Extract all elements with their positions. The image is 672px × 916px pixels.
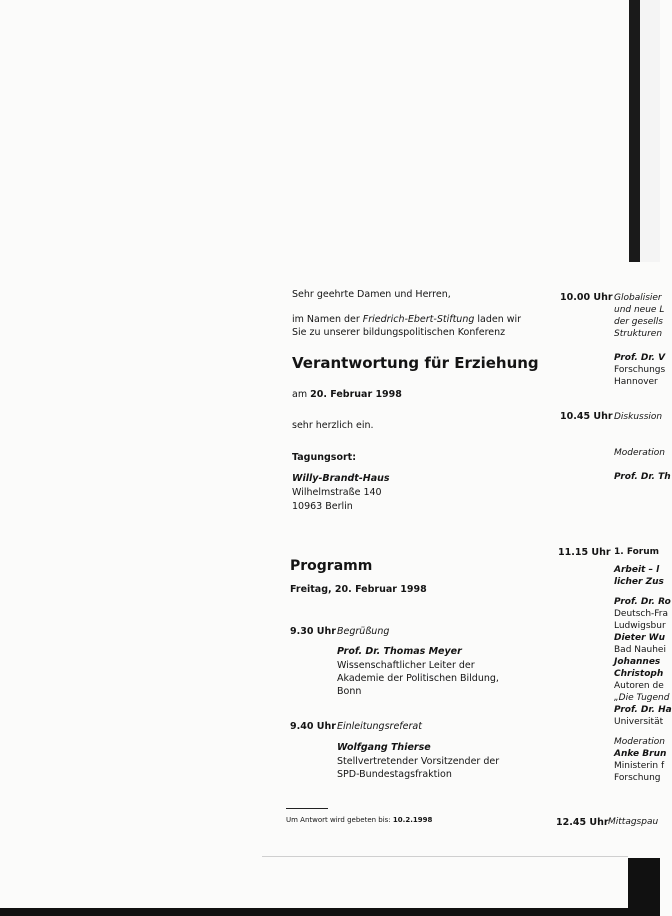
cut-line: Diskussion: [614, 412, 663, 422]
cut-line: Moderation: [614, 737, 665, 747]
date-line: [292, 388, 402, 401]
item-title-greeting: Begrüßung: [337, 626, 390, 637]
cut-block-1000: [614, 292, 666, 388]
venue-street: Wilhelmstraße 140: [292, 487, 382, 498]
speaker-thierse-details: [337, 755, 499, 781]
cut-line: Forschungs: [614, 365, 666, 375]
cut-line: 1. Forum: [614, 547, 660, 557]
date-prefix: am: [292, 389, 311, 400]
time-1000: 10.00 Uhr: [560, 292, 613, 303]
cut-line: [614, 459, 660, 471]
cut-line: Arbeit – l: [614, 565, 660, 575]
detail-line: Akademie der Politischen Bildung,: [337, 673, 499, 684]
scan-edge-right-bottom: [628, 858, 660, 916]
cut-line: der gesells: [614, 317, 663, 327]
scan-edge-bottom: [0, 908, 660, 916]
cut-line: Strukturen: [614, 329, 663, 339]
cut-line: Moderation: [614, 448, 665, 458]
cut-line: Anke Brun: [614, 749, 667, 759]
cut-line: Mittagspau: [608, 817, 659, 827]
rsvp-note: [286, 815, 432, 825]
intro-line-2: Sie zu unserer bildungspolitischen Konferenz: [292, 327, 506, 338]
speaker-meyer-details: [337, 659, 499, 698]
venue-name: Willy-Brandt-Haus: [292, 473, 390, 484]
cut-line: Prof. Dr. Th: [614, 472, 671, 482]
footnote-rule: [286, 808, 328, 809]
time-1245: 12.45 Uhr: [556, 817, 609, 828]
cut-line: Dieter Wu: [614, 633, 665, 643]
cut-line: Christoph: [614, 669, 664, 679]
intro-text-a: im Namen der: [292, 314, 363, 325]
item-title-keynote: Einleitungsreferat: [337, 721, 422, 732]
conference-title: Verantwortung für Erziehung: [292, 354, 539, 372]
cut-block-1045: [614, 411, 671, 483]
cut-line: [614, 340, 660, 352]
cut-block-1115: [614, 546, 672, 784]
speaker-meyer: Prof. Dr. Thomas Meyer: [337, 646, 462, 657]
salutation: Sehr geehrte Damen und Herren,: [292, 289, 451, 300]
cut-line: licher Zus: [614, 577, 664, 587]
program-day: Freitag, 20. Februar 1998: [290, 584, 427, 595]
cut-line: „Die Tugend: [614, 693, 670, 703]
speaker-thierse: Wolfgang Thierse: [337, 742, 431, 753]
date-value: 20. Februar 1998: [310, 389, 402, 400]
cut-line: Bad Nauhei: [614, 645, 666, 655]
time-0930: 9.30 Uhr: [290, 626, 336, 637]
cut-line: Deutsch-Fra: [614, 609, 669, 619]
rsvp-date: 10.2.1998: [392, 816, 433, 824]
cut-line: Hannover: [614, 377, 658, 387]
scan-edge-top-white: [640, 0, 660, 262]
time-1115: 11.15 Uhr: [558, 547, 611, 558]
cut-line: [614, 423, 660, 435]
detail-line: Stellvertretender Vorsitzender der: [337, 756, 500, 767]
closing-line: sehr herzlich ein.: [292, 420, 374, 431]
time-0940: 9.40 Uhr: [290, 721, 336, 732]
cut-line: Prof. Dr. V: [614, 353, 666, 363]
cut-line: [614, 435, 660, 447]
rsvp-text: Um Antwort wird gebeten bis:: [286, 816, 393, 824]
program-heading: Programm: [290, 558, 373, 574]
cut-line: Prof. Dr. Ha: [614, 705, 672, 715]
venue-city: 10963 Berlin: [292, 501, 353, 512]
time-1045: 10.45 Uhr: [560, 411, 613, 422]
cut-line: [614, 728, 660, 736]
venue-label: Tagungsort:: [292, 452, 356, 463]
detail-line: Bonn: [337, 686, 362, 697]
cut-line: [614, 588, 660, 596]
cut-line: Ministerin f: [614, 761, 665, 771]
cut-line: Ludwigsbur: [614, 621, 666, 631]
foundation-name: Friedrich-Ebert-Stiftung: [362, 314, 475, 325]
cut-line: Universität: [614, 717, 664, 727]
cut-line: und neue L: [614, 305, 665, 315]
cut-line: Globalisier: [614, 293, 662, 303]
detail-line: Wissenschaftlicher Leiter der: [337, 660, 475, 671]
intro-text-c: laden wir: [474, 314, 522, 325]
cut-line: Forschung: [614, 773, 661, 783]
cut-block-1245: [608, 816, 660, 828]
cut-line: Johannes: [614, 657, 661, 667]
cut-line: Prof. Dr. Ro: [614, 597, 671, 607]
page-shadow-line: [262, 856, 628, 857]
intro-line-1: [292, 313, 521, 326]
cut-line: Autoren de: [614, 681, 664, 691]
detail-line: SPD-Bundestagsfraktion: [337, 769, 452, 780]
